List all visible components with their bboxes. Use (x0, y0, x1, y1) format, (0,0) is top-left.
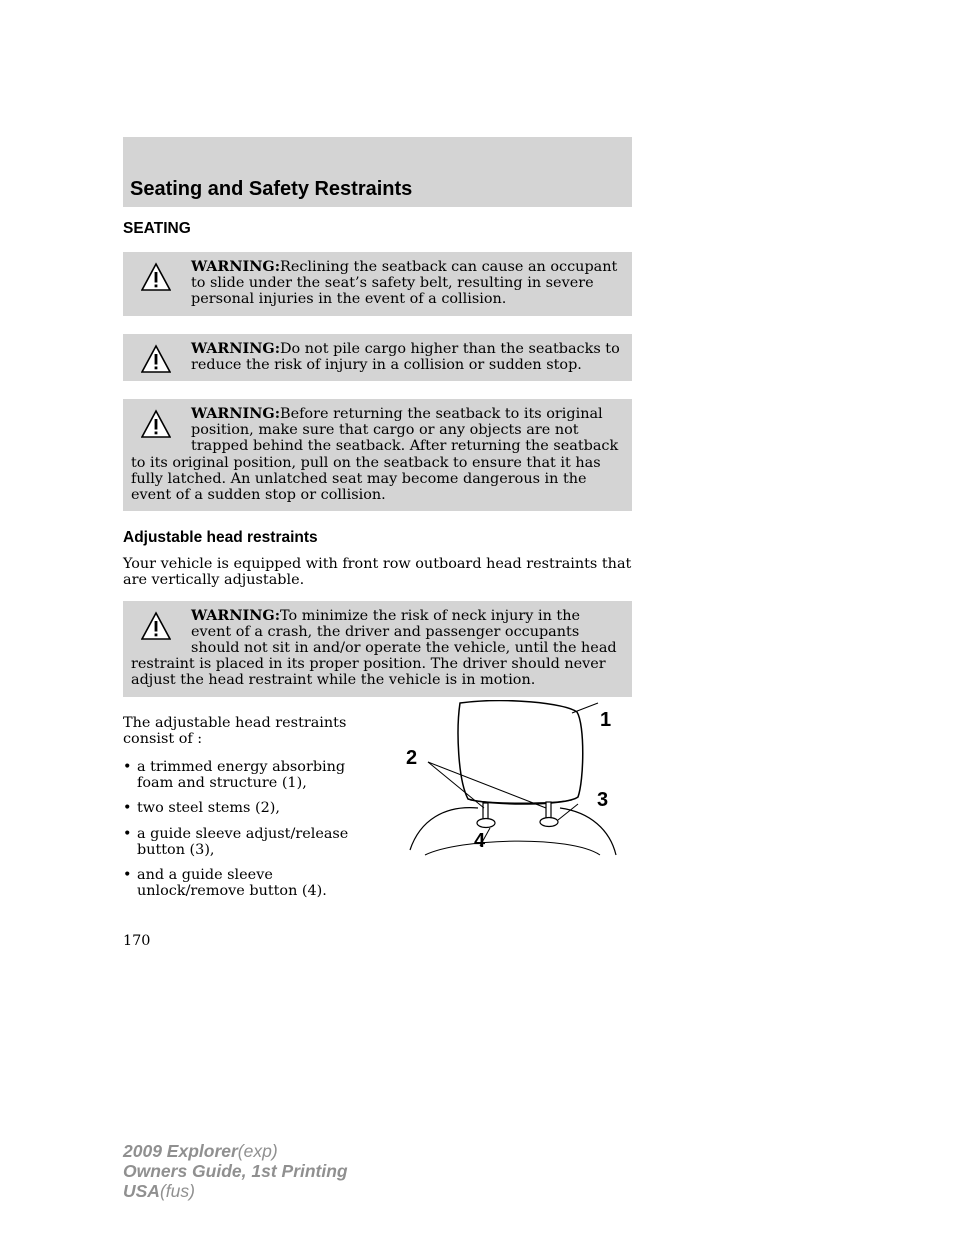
list-item: • two steel stems (2), (123, 800, 280, 817)
print-footer (123, 1141, 348, 1201)
callout-1: 1 (600, 709, 612, 731)
footer-model: 2009 Explorer (123, 1141, 238, 1161)
warning-text: Reclining the seatback can cause an occupant to slide under the seat’s safety belt, resulting in severe personal injuries in the event of a collision. (191, 259, 618, 308)
warning-triangle-icon (141, 611, 171, 641)
warning-text: To minimize the risk of neck injury in the event of a crash, the driver and passenger occupants should not sit in and/or operate the vehicle, until the head restraint is placed in its proper position. The driver should never adjust the head restraint while the vehicle is in motion. (131, 607, 617, 689)
intro-paragraph: Your vehicle is equipped with front row outboard head restraints that are vertically adjustable. (123, 556, 632, 589)
warning-triangle-icon (141, 262, 171, 292)
list-item: • a trimmed energy absorbing foam and structure (1), (123, 759, 346, 792)
section-header-band (123, 137, 632, 207)
warning-box (123, 601, 632, 697)
footer-market-code: (fus) (159, 1181, 195, 1201)
parts-list (123, 759, 385, 899)
warning-text: Do not pile cargo higher than the seatbacks to reduce the risk of injury in a collision or sudden stop. (191, 340, 620, 373)
list-item: • and a guide sleeve unlock/remove button (4). (123, 867, 327, 900)
footer-market: USA (123, 1181, 160, 1201)
bullet: • (123, 800, 132, 817)
head-restraint-illustration (400, 700, 625, 860)
bullet: • (123, 825, 132, 842)
warning-label: WARNING: (191, 339, 281, 357)
footer-edition: Owners Guide, 1st Printing (123, 1161, 348, 1181)
callout-2: 2 (406, 747, 418, 769)
warning-box (123, 252, 632, 316)
footer-model-code: (exp) (237, 1141, 278, 1161)
section-title: SEATING (123, 220, 191, 237)
warning-box (123, 399, 632, 511)
warning-text: Before returning the seatback to its original position, make sure that cargo or any objects are not trapped behind the seatback. After returning the seatback to its original position, pull on the seatback to ensure that it has fully latched. An unlatched seat may become dangerous in the event of a sudden stop or collision. (131, 406, 619, 504)
callout-3: 3 (597, 789, 609, 811)
list-item: • a guide sleeve adjust/release button (3), (123, 825, 349, 858)
warning-label: WARNING: (191, 258, 281, 275)
bullet: • (123, 759, 132, 776)
page-number: 170 (123, 933, 151, 949)
warning-label: WARNING: (191, 405, 281, 423)
callout-4: 4 (474, 830, 486, 852)
warning-box (123, 334, 632, 381)
subsection-title: Adjustable head restraints (123, 529, 318, 547)
warning-triangle-icon (141, 344, 171, 374)
consist-intro: The adjustable head restraints consist of : (123, 714, 347, 747)
parts-column (123, 715, 385, 900)
warning-label: WARNING: (191, 606, 281, 624)
warning-triangle-icon (141, 409, 171, 439)
page-header-title: Seating and Safety Restraints (130, 178, 413, 200)
bullet: • (123, 867, 132, 884)
